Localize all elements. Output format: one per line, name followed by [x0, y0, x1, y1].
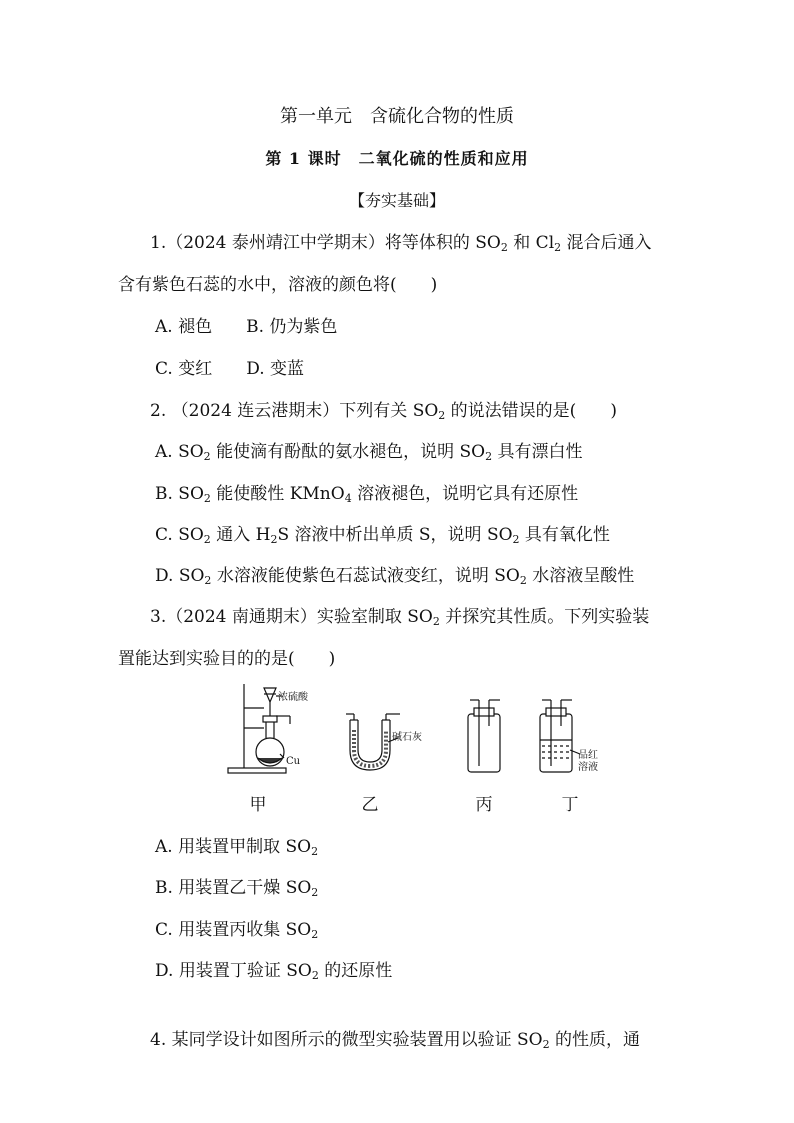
- q1-text-a: 1.（2024 泰州靖江中学期末）将等体积的 SO: [150, 233, 501, 253]
- q3c-sub: 2: [311, 928, 319, 941]
- q3-stem-line2: 置能达到实验目的的是( ): [118, 649, 336, 669]
- apparatus-bing: [468, 700, 500, 772]
- q2d-text-a: D. SO: [155, 566, 205, 586]
- q2-stem: [150, 400, 617, 422]
- label-conc-acid: 浓硫酸: [278, 692, 308, 703]
- q1-sub-2: 2: [554, 241, 562, 254]
- q1-options-row1: A. 褪色 B. 仍为紫色: [155, 317, 338, 337]
- q2-option-c: [155, 524, 610, 546]
- q3a-sub: 2: [311, 845, 319, 858]
- q2-option-b: [155, 483, 578, 505]
- q2b-text-a: B. SO: [155, 484, 204, 504]
- label-cu: Cu: [286, 756, 301, 767]
- q2a-text-c: 具有漂白性: [492, 442, 583, 462]
- q3b-sub: 2: [311, 886, 319, 899]
- q4-text-a: 4. 某同学设计如图所示的微型实验装置用以验证 SO: [150, 1030, 543, 1050]
- q2d-sub-1: 2: [204, 574, 212, 587]
- q2a-sub-2: 2: [485, 450, 493, 463]
- q2d-sub-2: 2: [519, 574, 527, 587]
- q2a-sub-1: 2: [203, 450, 211, 463]
- q1-text-c: 混合后通入: [561, 233, 652, 253]
- q3b-text: B. 用装置乙干燥 SO: [155, 878, 312, 898]
- figure-label-ding: 丁: [561, 795, 579, 815]
- q2a-text-a: A. SO: [155, 442, 204, 462]
- q3-option-c: [155, 919, 318, 941]
- q4-sub: 2: [542, 1038, 550, 1051]
- q3-sub: 2: [432, 615, 440, 628]
- q1-options-row2: C. 变红 D. 变蓝: [155, 359, 305, 379]
- q2c-sub-2: 2: [270, 533, 278, 546]
- q4-text-b: 的性质，通: [549, 1030, 641, 1050]
- q2-option-a: [155, 441, 582, 463]
- q2c-text-d: 具有氧化性: [519, 525, 610, 545]
- unit-title: 第一单元 含硫化合物的性质: [280, 106, 514, 127]
- figure-label-bing: 丙: [475, 795, 493, 815]
- q2-option-d: [155, 565, 634, 587]
- q3d-sub: 2: [311, 969, 319, 982]
- figure-label-jia: 甲: [249, 795, 267, 815]
- q3-text-a: 3.（2024 南通期末）实验室制取 SO: [150, 607, 433, 627]
- q2b-text-b: 能使酸性 KMnO: [210, 484, 345, 504]
- q3-option-d: [155, 960, 392, 982]
- label-soda-lime: 碱石灰: [392, 732, 422, 743]
- q3-stem-line1: [150, 606, 649, 628]
- figure-label-yi: 乙: [361, 795, 379, 815]
- q2a-text-b: 能使滴有酚酞的氨水褪色，说明 SO: [210, 442, 486, 462]
- q2-text-b: 的说法错误的是( ): [445, 401, 617, 421]
- section-title: 【夯实基础】: [348, 191, 445, 210]
- label-pinhong-2: 溶液: [578, 762, 598, 773]
- q3d-text-b: 的还原性: [318, 961, 393, 981]
- lesson-title: 第 1 课时 二氧化硫的性质和应用: [265, 149, 529, 168]
- apparatus-ding: [540, 700, 580, 772]
- q1-stem-line2: 含有紫色石蕊的水中，溶液的颜色将( ): [118, 275, 438, 295]
- q3-option-b: [155, 877, 318, 899]
- q2c-text-b: 通入 H: [210, 525, 271, 545]
- q2c-sub-3: 2: [512, 533, 520, 546]
- q2c-text-c: S 溶液中析出单质 S，说明 SO: [277, 525, 513, 545]
- q2c-text-a: C. SO: [155, 525, 204, 545]
- q1-stem-line1: [150, 232, 652, 254]
- q2-text-a: 2. （2024 连云港期末）下列有关 SO: [150, 401, 439, 421]
- q2d-text-b: 水溶液能使紫色石蕊试液变红，说明 SO: [211, 566, 520, 586]
- q3-text-b: 并探究其性质。下列实验装: [439, 607, 650, 627]
- q3c-text: C. 用装置丙收集 SO: [155, 920, 312, 940]
- q3a-text: A. 用装置甲制取 SO: [155, 837, 312, 857]
- q2b-sub-2: 4: [344, 492, 352, 505]
- q1-sub-1: 2: [500, 241, 508, 254]
- q2c-sub-1: 2: [203, 533, 211, 546]
- q4-stem: [150, 1029, 640, 1051]
- q2d-text-c: 水溶液呈酸性: [526, 566, 635, 586]
- label-pinhong-1: 品红: [578, 750, 598, 761]
- apparatus-drawing: [220, 680, 620, 780]
- q2b-text-c: 溶液褪色，说明它具有还原性: [351, 484, 579, 504]
- apparatus-figure: [220, 680, 620, 815]
- q2b-sub-1: 2: [203, 492, 211, 505]
- q1-text-b: 和 Cl: [507, 233, 555, 253]
- q3-option-a: [155, 836, 318, 858]
- q3d-text-a: D. 用装置丁验证 SO: [155, 961, 312, 981]
- q2-sub: 2: [438, 409, 446, 422]
